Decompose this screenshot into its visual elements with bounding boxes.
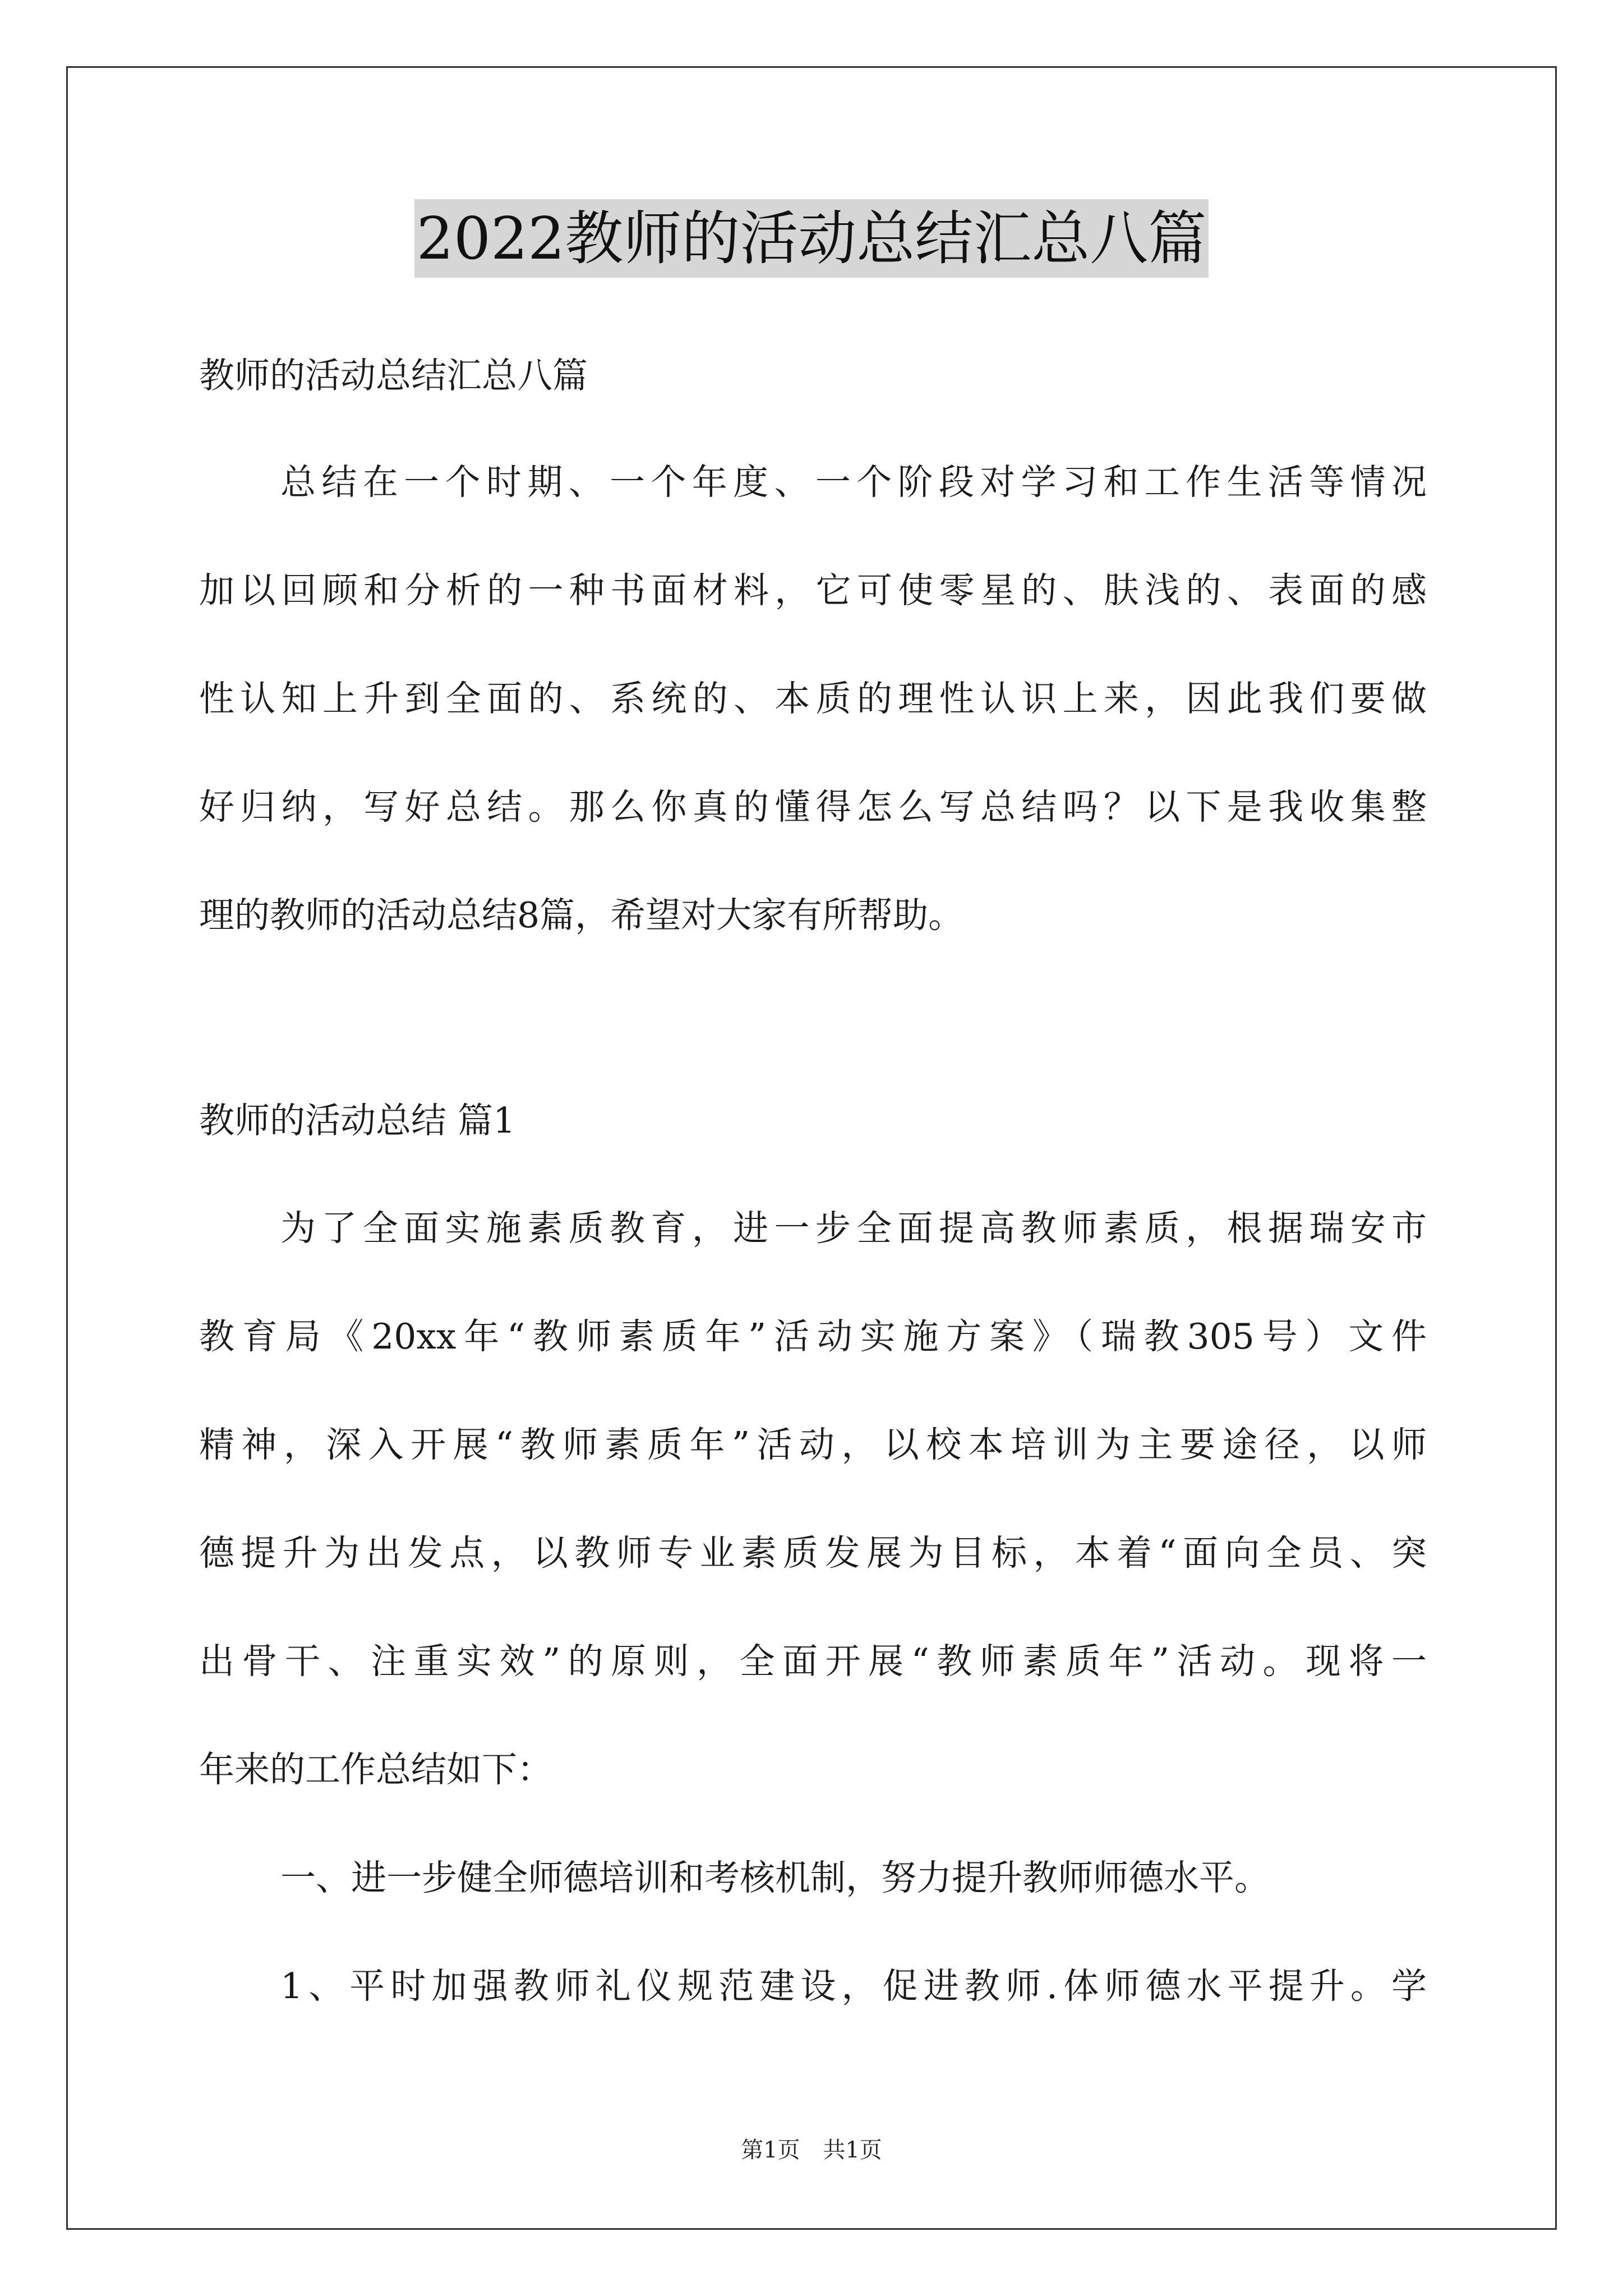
document-title: 2022教师的活动总结汇总八篇 (414, 199, 1209, 278)
section-line-2: 教育局《20xx年“教师素质年”活动实施方案》（瑞教305号）文件 (199, 1316, 1427, 1357)
section-line-3: 精神，深入开展“教师素质年”活动，以校本培训为主要途径，以师 (199, 1424, 1427, 1465)
intro-line-3: 性认知上升到全面的、系统的、本质的理性认识上来，因此我们要做 (199, 678, 1427, 719)
intro-line-1: 总结在一个时期、一个年度、一个阶段对学习和工作生活等情况 (280, 462, 1427, 503)
page-current: 第1页 (741, 2137, 800, 2163)
section-line-4: 德提升为出发点，以教师专业素质发展为目标，本着“面向全员、突 (199, 1533, 1427, 1573)
title-container (0, 199, 1623, 278)
intro-line-5: 理的教师的活动总结8篇，希望对大家有所帮助。 (199, 895, 964, 936)
intro-line-2: 加以回顾和分析的一种书面材料，它可使零星的、肤浅的、表面的感 (199, 570, 1427, 611)
section-line-1: 为了全面实施素质教育，进一步全面提高教师素质，根据瑞安市 (280, 1208, 1427, 1249)
section-heading: 教师的活动总结 篇1 (199, 1100, 516, 1141)
section-line-5: 出骨干、注重实效”的原则，全面开展“教师素质年”活动。现将一 (199, 1641, 1427, 1682)
document-subtitle: 教师的活动总结汇总八篇 (199, 355, 588, 396)
page-total: 共1页 (823, 2137, 882, 2163)
point-heading: 一、进一步健全师德培训和考核机制，努力提升教师师德水平。 (280, 1857, 1270, 1898)
section-line-6: 年来的工作总结如下： (199, 1749, 552, 1790)
page-footer (0, 2136, 1623, 2164)
intro-line-4: 好归纳，写好总结。那么你真的懂得怎么写总结吗？以下是我收集整 (199, 786, 1427, 827)
item-line: 1、平时加强教师礼仪规范建设，促进教师.体师德水平提升。学 (280, 1966, 1427, 2007)
